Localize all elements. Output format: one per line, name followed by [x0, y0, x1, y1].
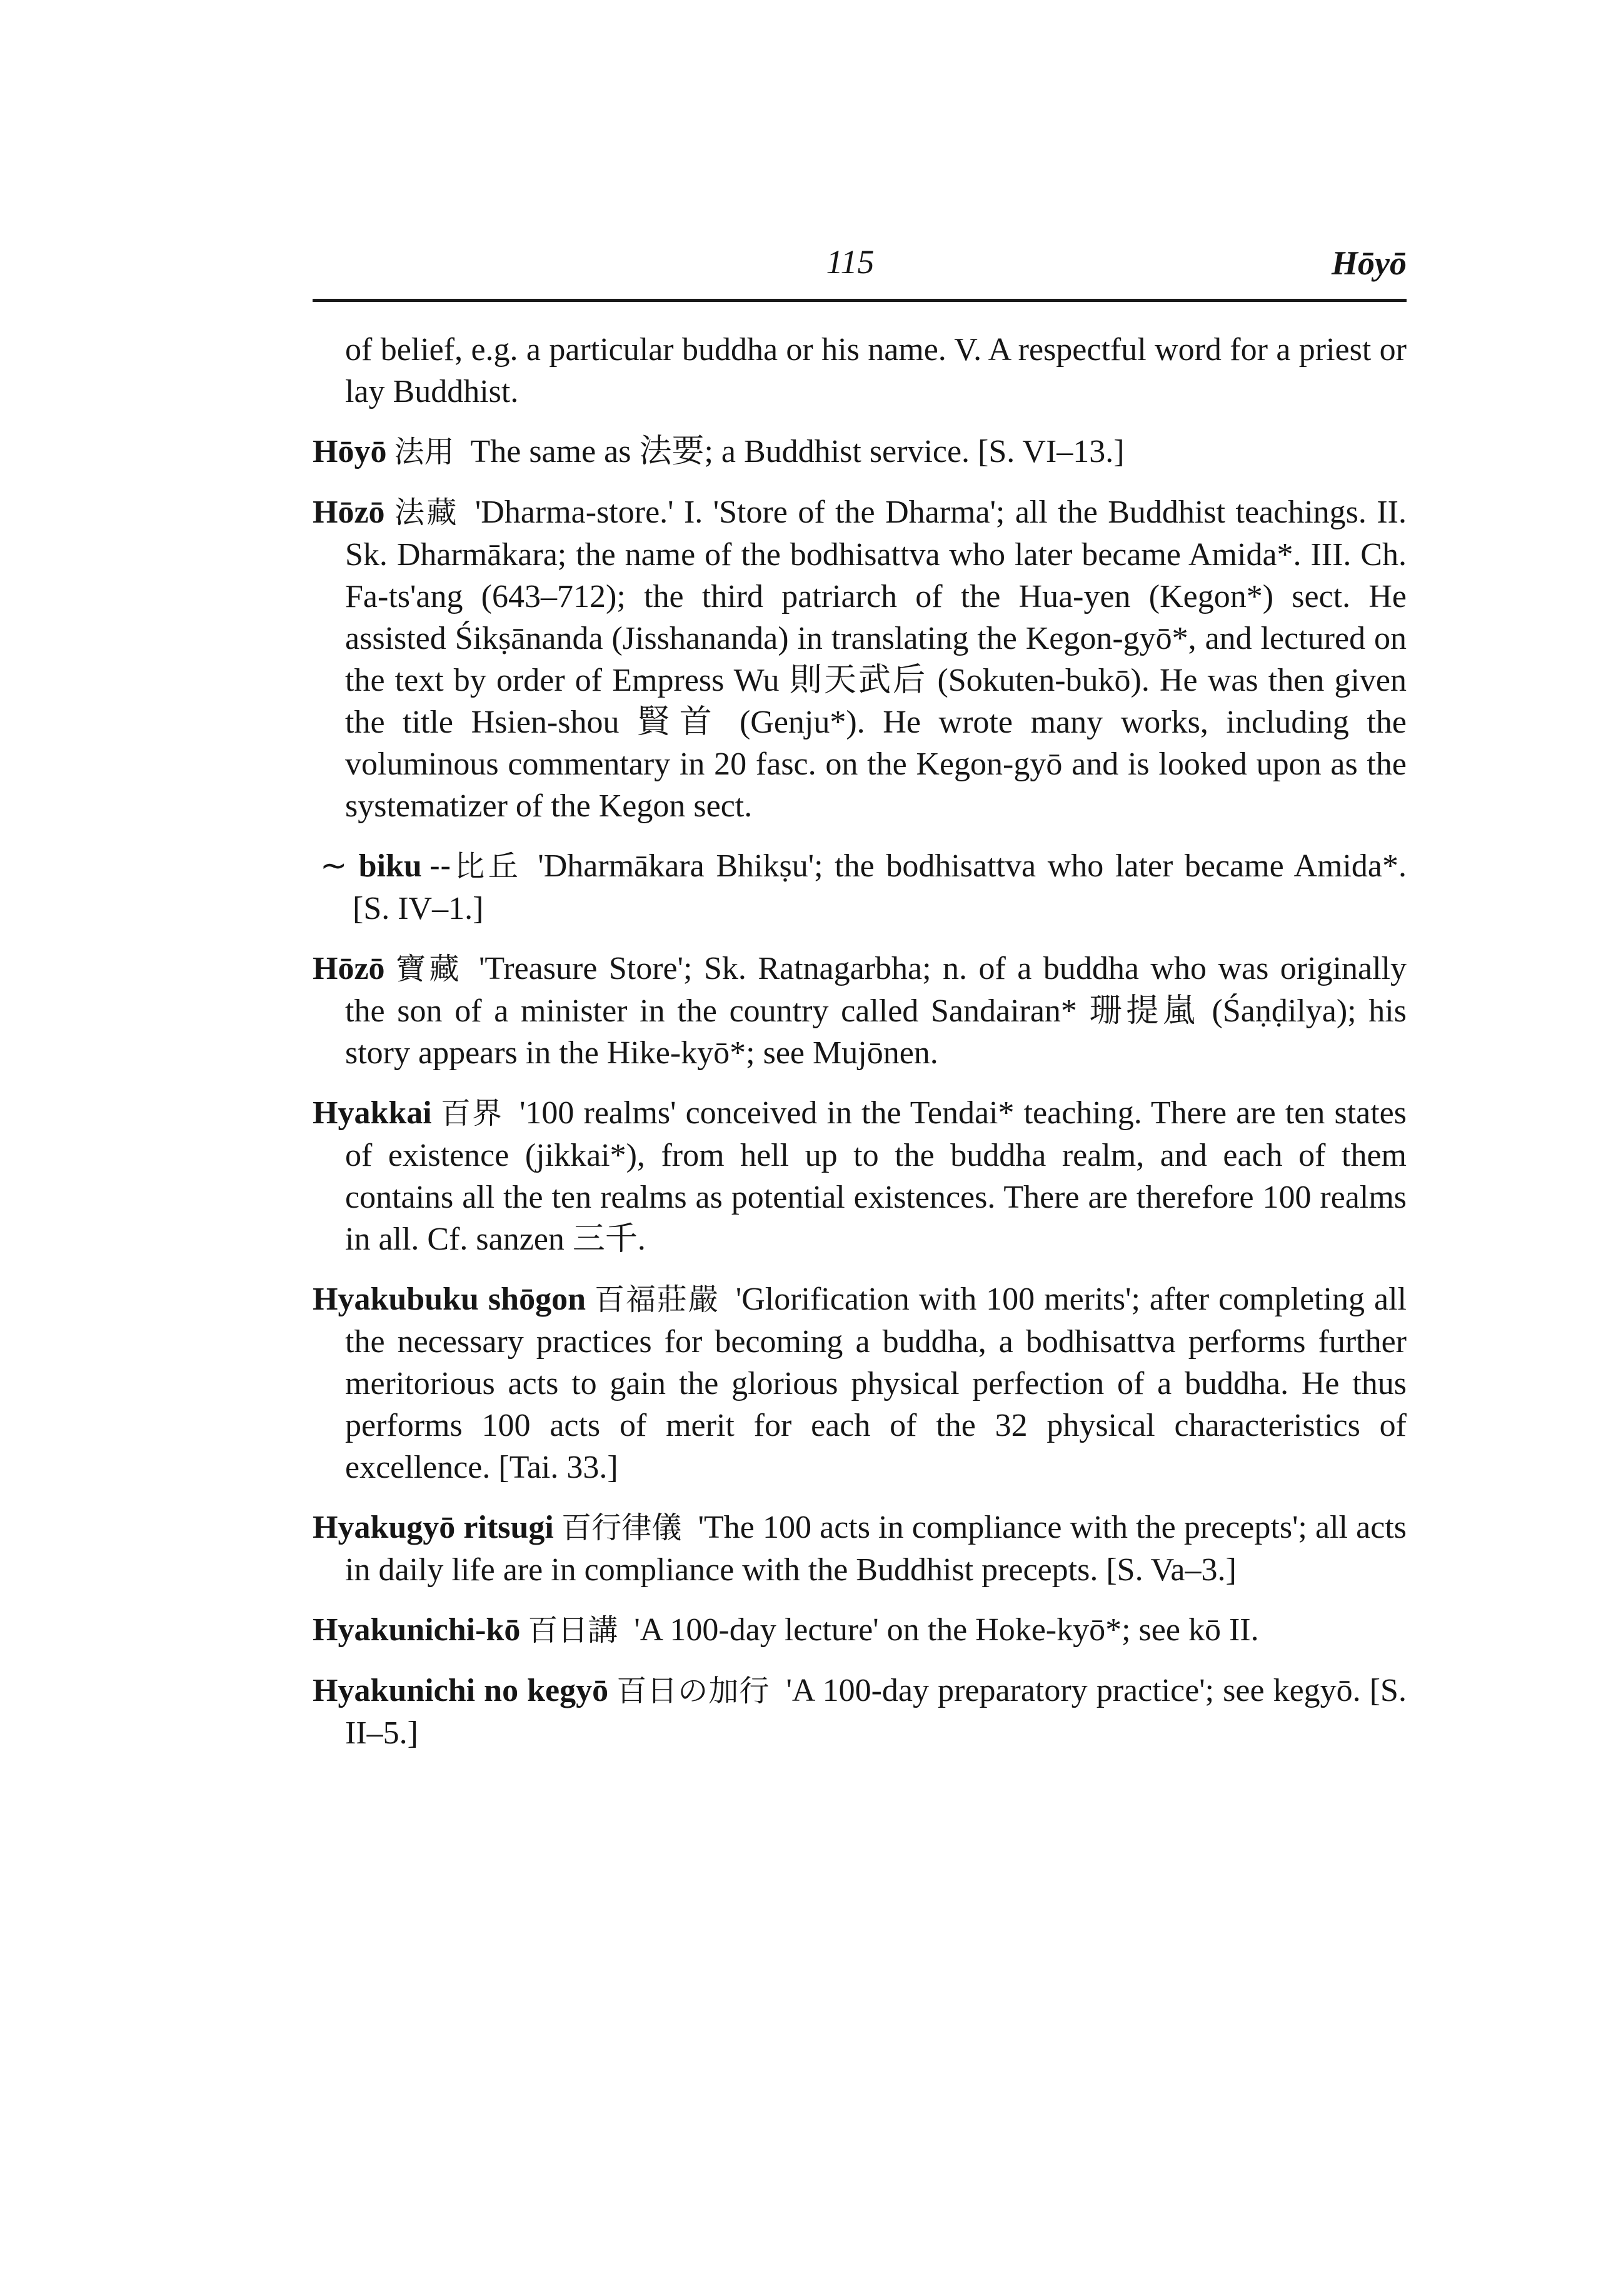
entry-definition: 'Treasure Store'; Sk. Ratnagarbha; n. of a buddha who was originally the son of a minister in the country called Sandairan* 珊提嵐 (Śaṇḍilya); his story appears in the Hike-kyō*; see Mujōnen. [345, 951, 1407, 1071]
entry-hyakunichi-ko [313, 1609, 1407, 1652]
running-head-word: Hōyō [1332, 244, 1407, 282]
entry-definition: The same as 法要; a Buddhist service. [S. VI–13.] [470, 434, 1125, 469]
entry-continuation [313, 329, 1407, 413]
entry-term: biku [358, 848, 422, 884]
page-number: 115 [826, 243, 875, 281]
entry-kanji: 寶藏 [392, 951, 463, 986]
entry-kanji: 百行律儀 [561, 1510, 682, 1545]
entry-definition: 'A 100-day preparatory practice'; see kegyō. [S. II–5.] [345, 1673, 1407, 1751]
entry-definition: 'Dharmākara Bhikṣu'; the bodhisattva who later became Amida*. [S. IV–1.] [353, 848, 1407, 926]
entry-term: Hōzō [313, 494, 385, 530]
subentry-hozo-biku [320, 845, 1407, 930]
entry-term: Hōzō [313, 951, 385, 986]
entry-kanji: 法用 [394, 434, 454, 469]
running-head [313, 243, 1407, 293]
entry-term: Hyakugyō ritsugi [313, 1510, 554, 1545]
entry-hyakunichi-no-kegyo [313, 1670, 1407, 1754]
entry-definition: 'A 100-day lecture' on the Hoke-kyō*; see kō II. [634, 1612, 1259, 1648]
entry-term: Hyakunichi no kegyō [313, 1673, 609, 1708]
entry-term: Hyakkai [313, 1095, 432, 1131]
entry-kanji: 百日講 [528, 1613, 618, 1648]
entry-definition: 'Glorification with 100 merits'; after completing all the necessary practices for becoming a buddha, a bodhisattva performs further meritorious acts to gain the glorious physical perfection of a buddha. He thus performs 100 acts of merit for each of the 32 physical characteristics of excellence. [Tai. 33.] [345, 1281, 1407, 1485]
entry-kanji: 法藏 [392, 495, 459, 530]
entry-hyakugyo-ritsugi [313, 1506, 1407, 1591]
entry-definition: of belief, e.g. a particular buddha or his name. V. A respectful word for a priest or lay Buddhist. [345, 332, 1407, 409]
entry-hozo-treasure-store [313, 948, 1407, 1074]
entry-definition: 'Dharma-store.' I. 'Store of the Dharma'; all the Buddhist teachings. II. Sk. Dharmākara; the name of the bodhisattva who later became Amida*. III. Ch. Fa-ts'ang (643–712); the third patriarch of the Hua-yen (Kegon*) sect. He assisted Śikṣānanda (Jisshananda) in translating the Kegon-gyō*, and lectured on the text by order of Empress Wu 則天武后 (Sokuten-bukō). He was then given the title Hsien-shou 賢首 (Genju*). He wrote many works, including the voluminous commentary in 20 fasc. on the Kegon-gyō and is looked upon as the systematizer of the Kegon sect. [345, 494, 1407, 824]
entry-definition: '100 realms' conceived in the Tendai* teaching. There are ten states of existence (jikkai*), from hell up to the buddha realm, and each of them contains all the ten realms as potential existences. There are therefore 100 realms in all. Cf. sanzen 三千. [345, 1095, 1407, 1257]
entry-kanji: --比丘 [429, 849, 522, 884]
entry-hyakkai [313, 1092, 1407, 1260]
entry-term: Hyakunichi-kō [313, 1612, 521, 1648]
swung-dash: ~ [320, 847, 348, 885]
entry-kanji: 百日の加行 [616, 1673, 770, 1708]
dictionary-entries [313, 329, 1407, 1772]
entry-hyakubuku-shogon [313, 1278, 1407, 1488]
entry-definition: 'The 100 acts in compliance with the precepts'; all acts in daily life are in compliance with the Buddhist precepts. [S. Va–3.] [345, 1510, 1407, 1588]
entry-kanji: 百界 [439, 1096, 504, 1131]
entry-hoyo [313, 431, 1407, 473]
entry-kanji: 百福莊嚴 [593, 1282, 720, 1317]
entry-hozo-dharma-store [313, 491, 1407, 827]
entry-term: Hōyō [313, 434, 387, 469]
entry-term: Hyakubuku shōgon [313, 1281, 586, 1317]
header-rule [313, 299, 1407, 302]
